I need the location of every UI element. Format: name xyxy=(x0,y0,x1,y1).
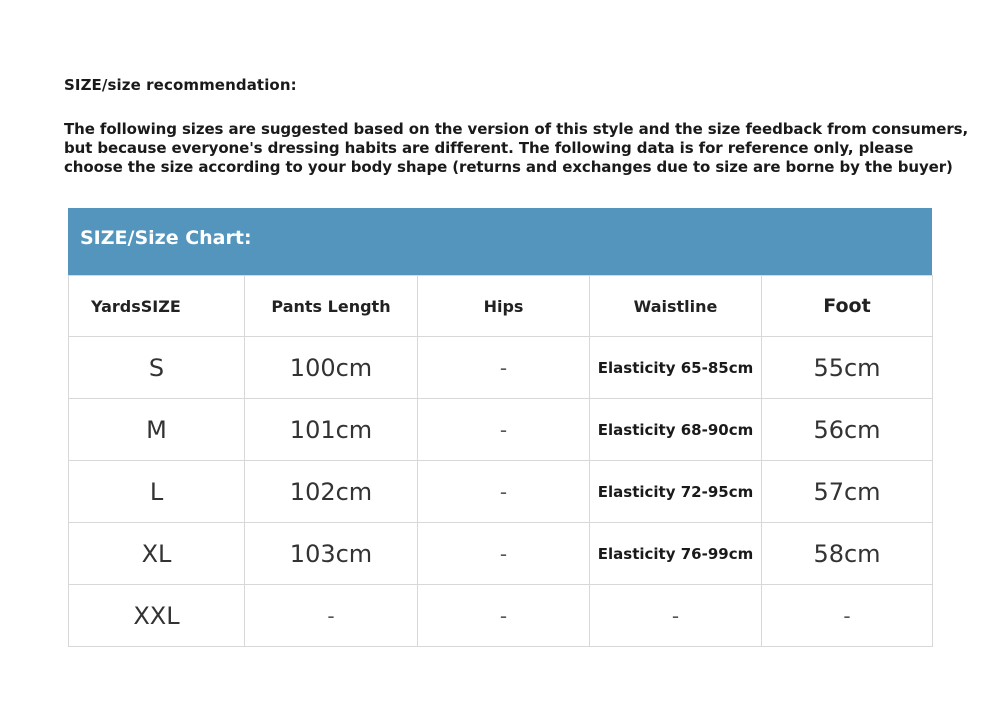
table-header-row xyxy=(69,276,933,337)
cell-waistline: Elasticity 72-95cm xyxy=(590,461,762,523)
size-chart-header xyxy=(68,208,932,275)
table-row xyxy=(69,523,933,585)
column-header-pants-length: Pants Length xyxy=(245,276,418,337)
table-row xyxy=(69,399,933,461)
table-row xyxy=(69,461,933,523)
intro-paragraph xyxy=(64,120,969,177)
cell-size: XL xyxy=(69,523,245,585)
cell-waistline: Elasticity 76-99cm xyxy=(590,523,762,585)
table-row xyxy=(69,337,933,399)
cell-pants-length: - xyxy=(245,585,418,647)
column-header-size: YardsSIZE xyxy=(69,276,245,337)
cell-foot: 57cm xyxy=(762,461,933,523)
intro-line-1: The following sizes are suggested based on the version of this style and the size feedback from consumers, xyxy=(64,120,969,138)
cell-waistline: - xyxy=(590,585,762,647)
column-header-foot: Foot xyxy=(762,276,933,337)
cell-pants-length: 103cm xyxy=(245,523,418,585)
cell-hips: - xyxy=(418,585,590,647)
cell-pants-length: 102cm xyxy=(245,461,418,523)
cell-waistline: Elasticity 68-90cm xyxy=(590,399,762,461)
intro-line-2: but because everyone's dressing habits are different. The following data is for reference only, please xyxy=(64,139,914,157)
cell-foot: 55cm xyxy=(762,337,933,399)
cell-hips: - xyxy=(418,523,590,585)
column-header-hips: Hips xyxy=(418,276,590,337)
cell-foot: 58cm xyxy=(762,523,933,585)
table-row xyxy=(69,585,933,647)
cell-waistline: Elasticity 65-85cm xyxy=(590,337,762,399)
column-header-waistline: Waistline xyxy=(590,276,762,337)
cell-foot: 56cm xyxy=(762,399,933,461)
intro-line-3: choose the size according to your body shape (returns and exchanges due to size are borne by the buyer) xyxy=(64,158,953,176)
cell-hips: - xyxy=(418,461,590,523)
cell-hips: - xyxy=(418,399,590,461)
cell-size: XXL xyxy=(69,585,245,647)
size-chart-title: SIZE/Size Chart: xyxy=(80,227,252,249)
size-chart xyxy=(68,208,932,646)
cell-foot: - xyxy=(762,585,933,647)
cell-size: L xyxy=(69,461,245,523)
size-table xyxy=(68,275,933,647)
cell-pants-length: 101cm xyxy=(245,399,418,461)
page-heading: SIZE/size recommendation: xyxy=(64,76,297,94)
cell-pants-length: 100cm xyxy=(245,337,418,399)
cell-hips: - xyxy=(418,337,590,399)
cell-size: S xyxy=(69,337,245,399)
cell-size: M xyxy=(69,399,245,461)
